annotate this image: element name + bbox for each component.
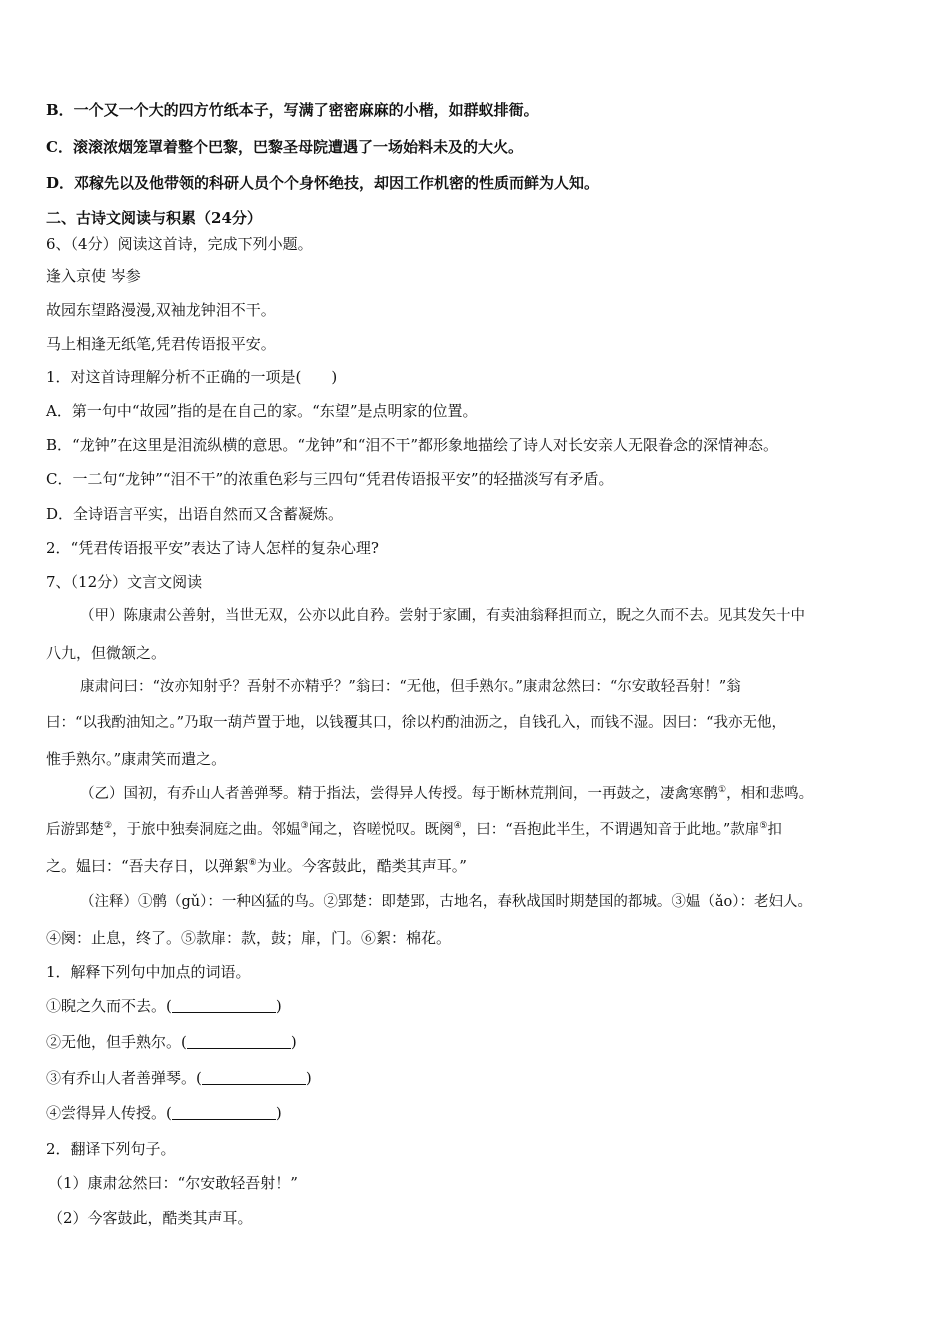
poem-line-1: 故园东望路漫漫,双袖龙钟泪不干。 <box>46 301 276 319</box>
passage-yi-line: 后游郢楚②，于旅中独奏洞庭之曲。邻媪③闻之，咨嗟悦叹。既阕④，曰：“吾抱此半生，不谓遇知音于此地。”款扉⑤扣 <box>46 821 782 838</box>
footnote-mark: ④ <box>453 821 462 832</box>
section-heading: 二、古诗文阅读与积累（24分） <box>46 209 262 227</box>
choice-c: C．滚滚浓烟笼罩着整个巴黎，巴黎圣母院遭遇了一场始料未及的大火。 <box>46 138 523 156</box>
q6-sub1: 1．对这首诗理解分析不正确的一项是( ) <box>46 368 338 386</box>
poem-title: 逢入京使 岑参 <box>46 267 141 285</box>
passage-jia-line: 八九，但微颔之。 <box>46 644 167 662</box>
q6-option-c: C．一二句“龙钟”“泪不干”的浓重色彩与三四句“凭君传语报平安”的轻描淡写有矛盾。 <box>46 470 614 488</box>
translate-item-2: （2）今客鼓此，酷类其声耳。 <box>48 1209 253 1227</box>
q6-option-d: D．全诗语言平实，出语自然而又含蓄凝炼。 <box>46 505 344 523</box>
answer-blank[interactable] <box>172 1105 276 1120</box>
footnote-mark: ② <box>104 821 113 832</box>
passage-jia-line: 康肃问曰：“汝亦知射乎？吾射不亦精乎？”翁曰：“无他，但手熟尔。”康肃忿然曰：“尔安敢轻吾射！”翁 <box>80 679 741 695</box>
footnote-mark: ⑥ <box>248 858 257 868</box>
answer-blank[interactable] <box>172 998 276 1013</box>
q7-stem: 7、（12分）文言文阅读 <box>46 573 203 591</box>
choice-b: B．一个又一个大的四方竹纸本子，写满了密密麻麻的小楷，如群蚁排衙。 <box>46 101 539 119</box>
answer-blank[interactable] <box>187 1034 291 1049</box>
explain-item-4: ④尝得异人传授。( ) <box>46 1104 282 1122</box>
q6-option-b: B．“龙钟”在这里是泪流纵横的意思。“龙钟”和“泪不干”都形象地描绘了诗人对长安亲人无限眷念的深情神态。 <box>46 436 779 454</box>
passage-yi-line: 之。媪曰：“吾夫存日，以弹絮⑥为业。今客鼓此，酷类其声耳。” <box>46 857 467 875</box>
passage-jia-line: 曰：“以我酌油知之。”乃取一葫芦置于地，以钱覆其口，徐以杓酌油沥之，自钱孔入，而钱不湿。因曰：“我亦无他， <box>46 715 786 731</box>
passage-yi-line: （乙）国初，有乔山人者善弹琴。精于指法，尝得异人传授。每于断林荒荆间，一再鼓之，凄禽寒鹘①，相和悲鸣。 <box>80 785 814 802</box>
answer-blank[interactable] <box>202 1070 306 1085</box>
q7-sub2: 2．翻译下列句子。 <box>46 1140 176 1158</box>
choice-d: D．邓稼先以及他带领的科研人员个个身怀绝技，却因工作机密的性质而鲜为人知。 <box>46 174 600 192</box>
footnote-mark: ③ <box>300 821 309 832</box>
footnote-mark: ① <box>718 785 727 796</box>
q6-stem: 6、（4分）阅读这首诗，完成下列小题。 <box>46 235 313 253</box>
translate-item-1: （1）康肃忿然曰：“尔安敢轻吾射！” <box>48 1174 298 1192</box>
explain-item-3: ③有乔山人者善弹琴。( ) <box>46 1069 312 1087</box>
q6-sub2: 2．“凭君传语报平安”表达了诗人怎样的复杂心理? <box>46 539 379 557</box>
footnote-mark: ⑤ <box>759 821 768 832</box>
q6-option-a: A．第一句中“故园”指的是在自己的家。“东望”是点明家的位置。 <box>46 402 478 420</box>
poem-line-2: 马上相逢无纸笔,凭君传语报平安。 <box>46 335 276 353</box>
notes-line: （注释）①鹘（gǔ）：一种凶猛的鸟。②郢楚：即楚郢，古地名，春秋战国时期楚国的都城。③媪（ǎo）：老妇人。 <box>80 894 812 910</box>
passage-jia-line: 惟手熟尔。”康肃笑而遣之。 <box>46 750 227 768</box>
q7-sub1: 1．解释下列句中加点的词语。 <box>46 963 251 981</box>
passage-jia-line: （甲）陈康肃公善射，当世无双，公亦以此自矜。尝射于家圃，有卖油翁释担而立，睨之久而不去。见其发矢十中 <box>80 608 805 624</box>
notes-line: ④阕：止息，终了。⑤款扉：款，鼓；扉，门。⑥絮：棉花。 <box>46 929 452 947</box>
explain-item-1: ①睨之久而不去。( ) <box>46 997 282 1015</box>
explain-item-2: ②无他，但手熟尔。( ) <box>46 1033 297 1051</box>
